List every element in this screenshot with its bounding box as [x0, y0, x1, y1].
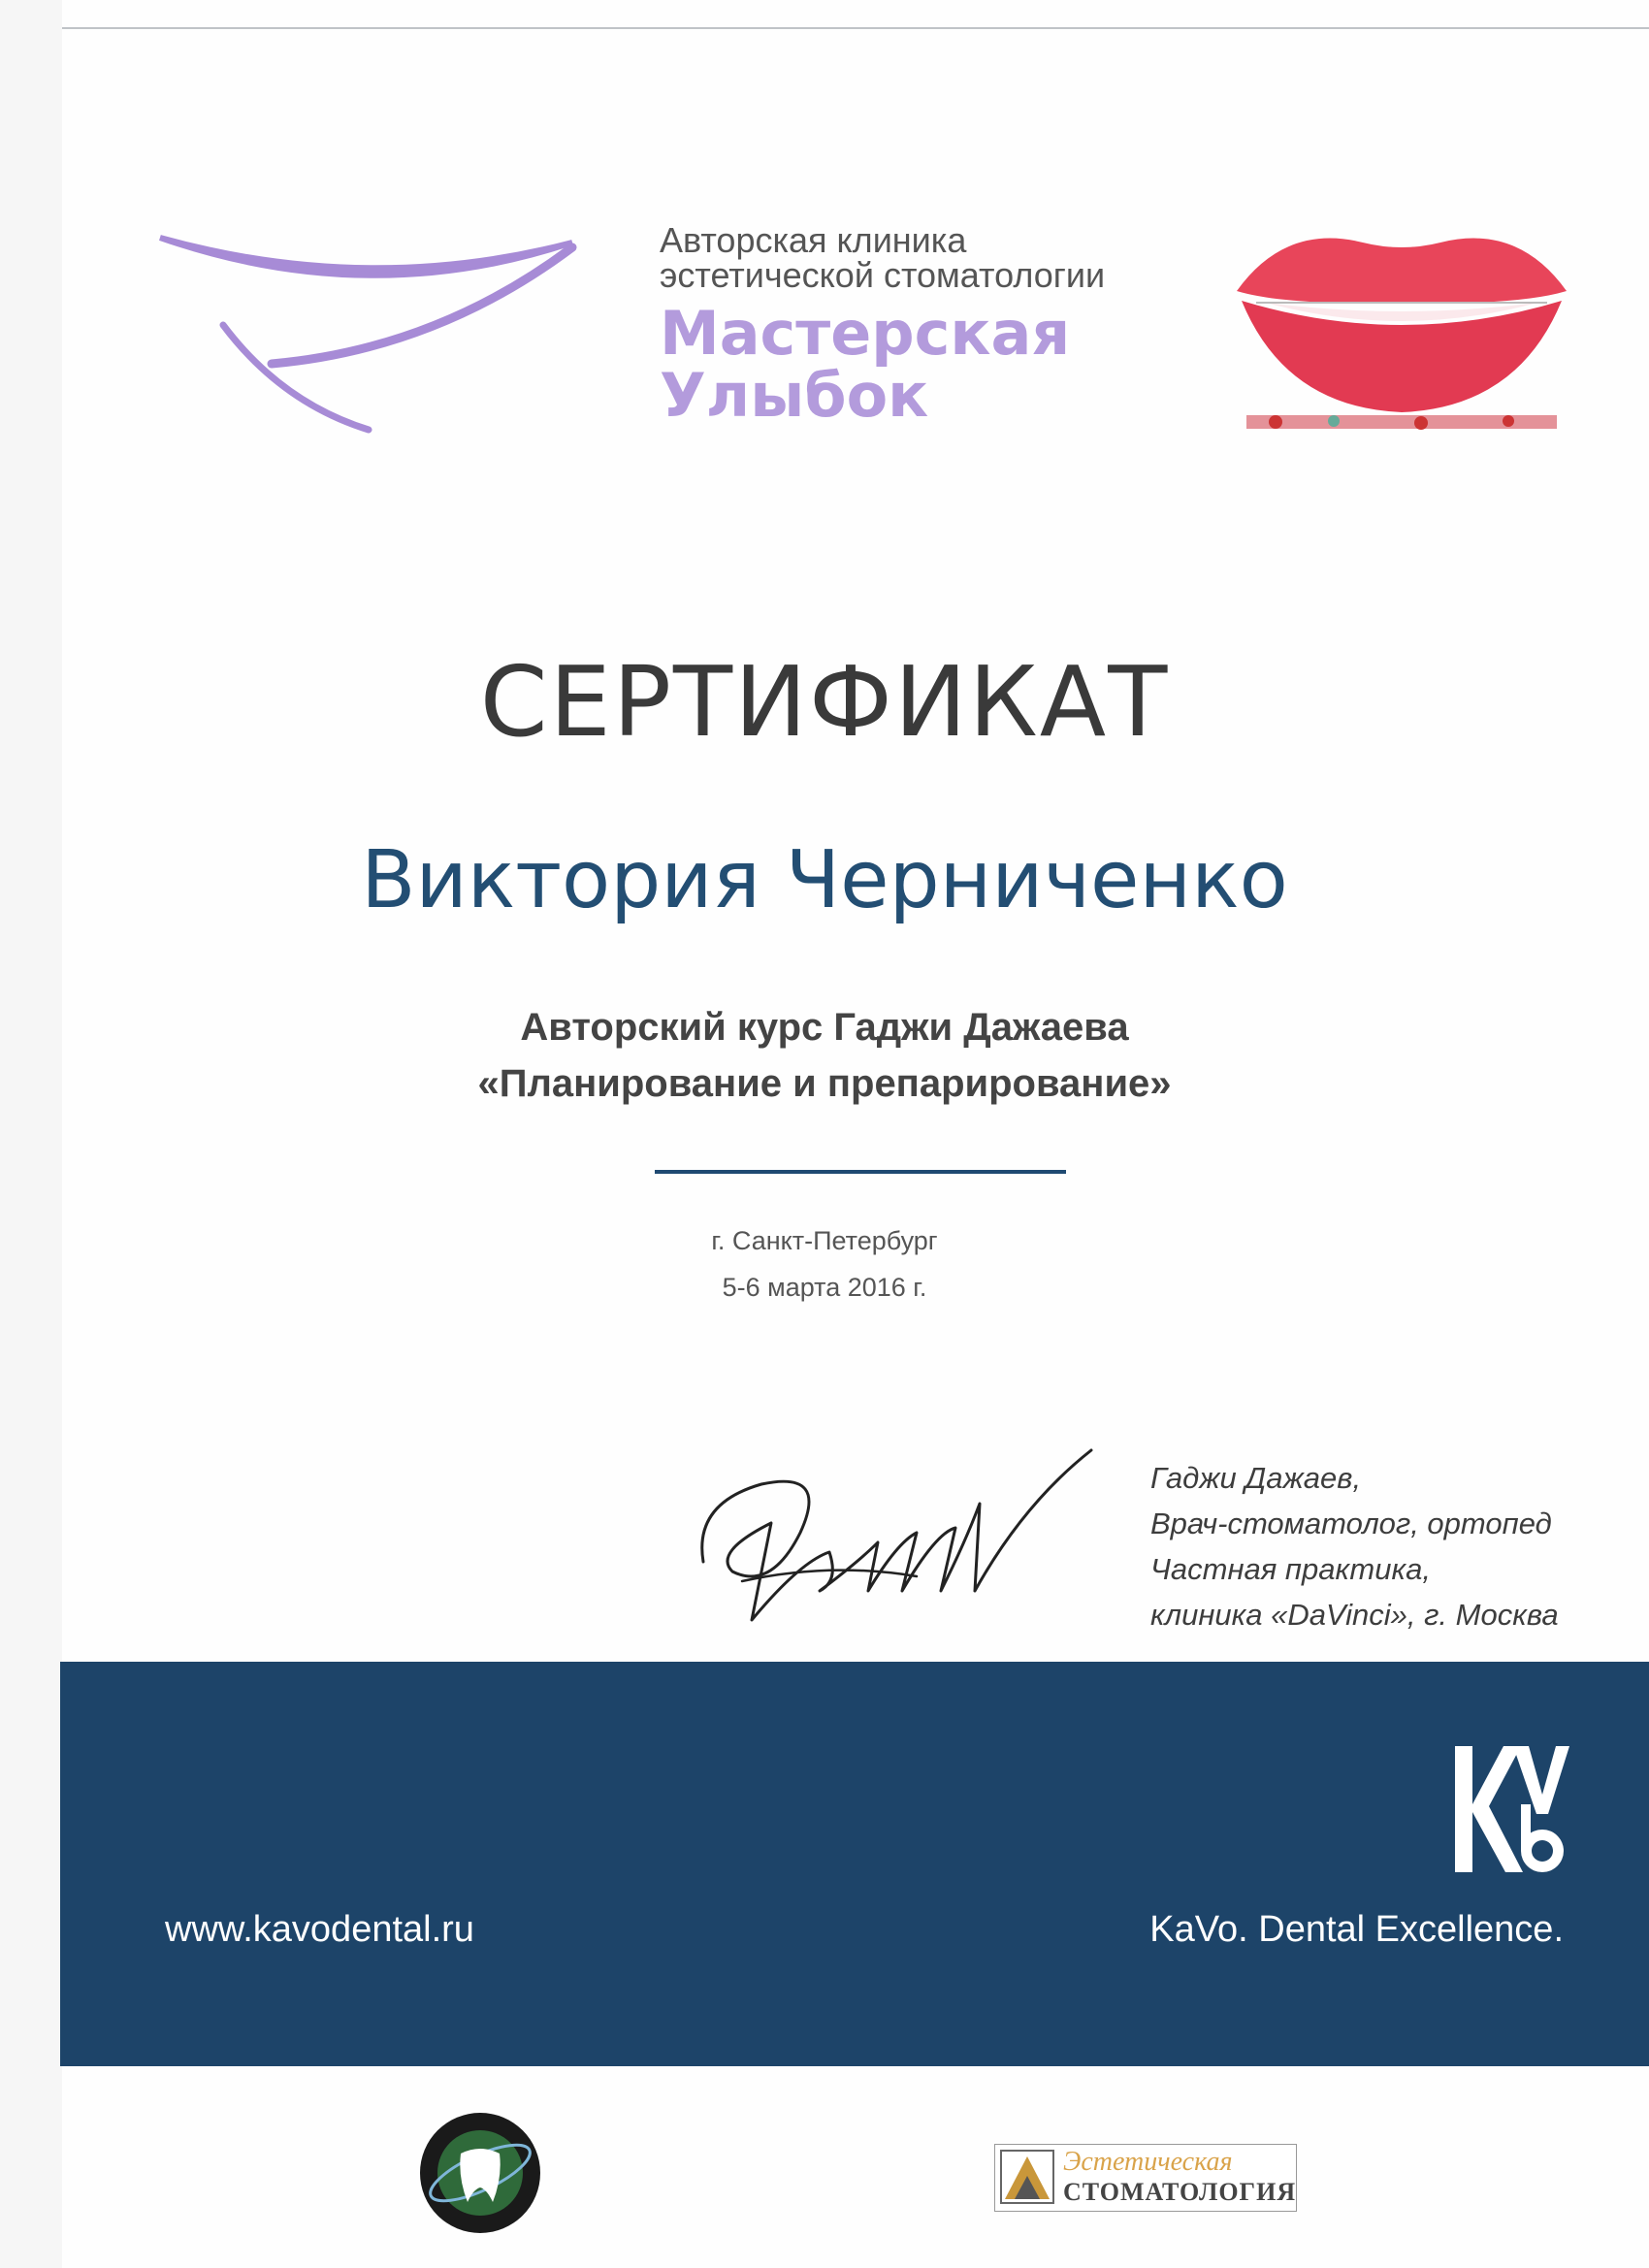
- clinic-subtitle-line1: Авторская клиника: [660, 220, 967, 260]
- mir-stomatology-logo: [417, 2110, 543, 2236]
- course-line1: Авторский курс Гаджи Дажаева: [520, 1006, 1129, 1049]
- signatory-name: Гаджи Дажаев,: [1150, 1461, 1362, 1495]
- course-info: [0, 999, 1649, 1112]
- course-line2: «Планирование и препарирование»: [477, 1062, 1172, 1105]
- certificate-title: СЕРТИФИКАТ: [479, 645, 1170, 759]
- recipient-name: Виктория Черниченко: [361, 834, 1288, 926]
- esthetic-stomatology-logo: [994, 2144, 1297, 2212]
- signatory-clinic: клиника «DaVinci», г. Москва: [1150, 1598, 1559, 1632]
- scan-edge: [0, 0, 62, 2268]
- place-and-date: [0, 1217, 1649, 1311]
- esthetic-logo-line1: Эстетическая: [1063, 2147, 1233, 2177]
- esthetic-logo-line2: СТОМАТОЛОГИЯ: [1063, 2178, 1297, 2206]
- clinic-subtitle-line2: эстетической стоматологии: [660, 255, 1106, 295]
- clinic-name-line2: Улыбок: [660, 360, 929, 431]
- footer-band: [60, 1662, 1649, 2066]
- dates: 5-6 марта 2016 г.: [722, 1273, 927, 1302]
- kavo-logo-icon: [1445, 1736, 1571, 1882]
- smile-swoosh-logo: [155, 218, 582, 441]
- esthetic-logo-icon: [999, 2149, 1055, 2205]
- signature: [684, 1445, 1130, 1639]
- clinic-name: [660, 298, 1071, 431]
- clinic-name-line1: Мастерская: [660, 298, 1071, 369]
- city: г. Санкт-Петербург: [711, 1226, 938, 1255]
- lips-illustration: [1227, 213, 1576, 441]
- clinic-subtitle: [660, 220, 1106, 295]
- signatory-practice: Частная практика,: [1150, 1552, 1431, 1586]
- kavo-slogan: KaVo. Dental Excellence.: [1149, 1909, 1564, 1950]
- signatory-info: [1150, 1455, 1559, 1637]
- divider: [655, 1170, 1066, 1174]
- signatory-position: Врач-стоматолог, ортопед: [1150, 1507, 1552, 1540]
- scan-top-line: [62, 27, 1649, 29]
- kavo-url-link[interactable]: www.kavodental.ru: [165, 1909, 474, 1950]
